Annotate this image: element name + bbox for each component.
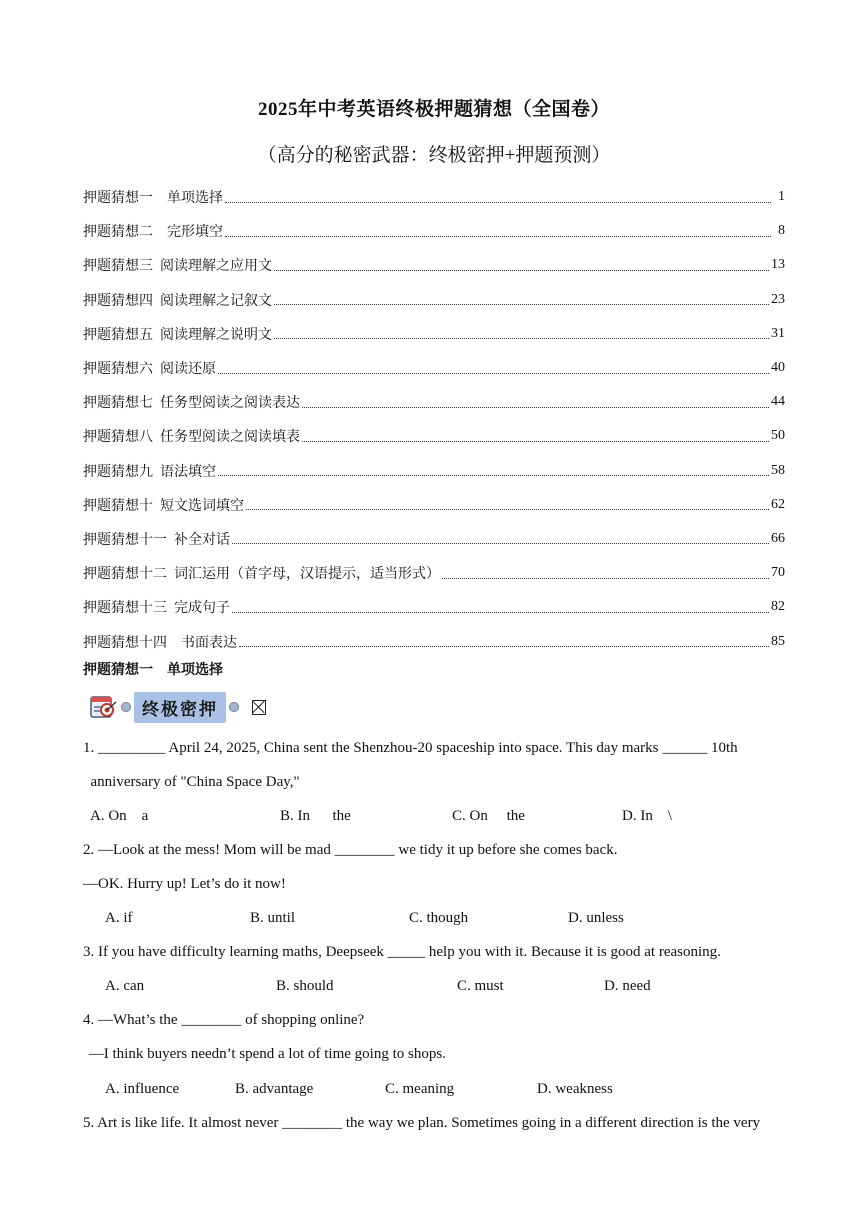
toc-leader — [225, 202, 771, 203]
toc-leader — [246, 509, 769, 510]
document-title: 2025年中考英语终极押题猜想（全国卷） — [257, 99, 610, 120]
option-b[interactable]: B. should — [276, 978, 334, 994]
toc-leader — [274, 304, 769, 305]
question-2-line-2: —OK. Hurry up! Let’s do it now! — [83, 876, 286, 892]
toc-entry[interactable] — [83, 214, 785, 248]
toc-leader — [218, 475, 769, 476]
toc-label: 押题猜想十三 完成句子 — [83, 601, 230, 617]
toc-label: 押题猜想四 阅读理解之记叙文 — [83, 293, 272, 309]
question-4-line-2: —I think buyers needn’t spend a lot of time going to shops. — [85, 1046, 446, 1062]
option-a[interactable]: A. can — [105, 978, 145, 994]
toc-page: 85 — [771, 633, 785, 649]
toc-leader — [232, 612, 769, 613]
toc-entry[interactable] — [83, 556, 785, 590]
question-3-line-1: 3. If you have difficulty learning maths, Deepseek _____ help you with it. Because it is good at reasoning. — [83, 944, 721, 960]
question-1-options — [90, 808, 790, 828]
toc-entry[interactable] — [83, 454, 785, 488]
option-a[interactable]: A. On a — [90, 808, 149, 824]
option-c[interactable]: C. meaning — [385, 1081, 455, 1097]
toc-page: 40 — [771, 360, 785, 376]
crossed-box-icon — [252, 700, 266, 715]
toc-label: 押题猜想十 短文选词填空 — [83, 498, 244, 514]
toc-label: 押题猜想六 阅读还原 — [83, 362, 216, 378]
toc-label: 押题猜想五 阅读理解之说明文 — [83, 327, 272, 343]
document-subtitle: （高分的秘密武器：终极密押+押题预测） — [257, 145, 611, 166]
section-banner — [90, 692, 266, 722]
toc-page: 31 — [771, 325, 785, 341]
question-2-line-1: 2. —Look at the mess! Mom will be mad ________ we tidy it up before she comes back. — [83, 842, 618, 858]
toc-entry[interactable] — [83, 385, 785, 419]
toc-label: 押题猜想九 语法填空 — [83, 464, 216, 480]
toc-entry[interactable] — [83, 488, 785, 522]
toc-leader — [218, 373, 769, 374]
question-4-line-1: 4. —What’s the ________ of shopping online? — [83, 1012, 365, 1028]
banner-dot-right — [229, 702, 239, 712]
option-b[interactable]: B. In the — [280, 808, 351, 824]
option-a[interactable]: A. influence — [105, 1081, 180, 1097]
toc-entry[interactable] — [83, 351, 785, 385]
target-icon — [90, 694, 118, 720]
toc-leader — [274, 338, 769, 339]
toc-leader — [239, 646, 769, 647]
toc-label: 押题猜想一 单项选择 — [83, 191, 223, 207]
toc-label: 押题猜想二 完形填空 — [83, 225, 223, 241]
question-3-options — [105, 978, 785, 998]
question-4-options — [105, 1081, 785, 1101]
toc-page: 58 — [771, 462, 785, 478]
option-d[interactable]: D. In \ — [622, 808, 672, 824]
toc-page: 82 — [771, 599, 785, 615]
toc-page: 50 — [771, 428, 785, 444]
toc-entry[interactable] — [83, 283, 785, 317]
option-c[interactable]: C. though — [409, 910, 469, 926]
toc-entry[interactable] — [83, 248, 785, 282]
toc-label: 押题猜想十二 词汇运用（首字母，汉语提示，适当形式） — [83, 567, 440, 583]
banner-dot-left — [121, 702, 131, 712]
option-b[interactable]: B. advantage — [235, 1081, 314, 1097]
toc-label: 押题猜想八 任务型阅读之阅读填表 — [83, 430, 300, 446]
toc-page: 44 — [771, 394, 785, 410]
toc-page: 70 — [771, 565, 785, 581]
question-1-line-2: anniversary of "China Space Day," — [83, 774, 300, 790]
toc-leader — [232, 543, 769, 544]
banner-label: 终极密押 — [134, 692, 226, 723]
option-d[interactable]: D. unless — [568, 910, 624, 926]
toc-page: 8 — [778, 223, 785, 239]
toc-label: 押题猜想七 任务型阅读之阅读表达 — [83, 396, 300, 412]
toc-page: 66 — [771, 530, 785, 546]
option-b[interactable]: B. until — [250, 910, 296, 926]
toc-page: 62 — [771, 496, 785, 512]
toc-leader — [302, 441, 769, 442]
toc-entry[interactable] — [83, 180, 785, 214]
toc-entry[interactable] — [83, 624, 785, 658]
toc-label: 押题猜想十一 补全对话 — [83, 532, 230, 548]
toc-entry[interactable] — [83, 419, 785, 453]
toc-entry[interactable] — [83, 522, 785, 556]
toc-leader — [302, 407, 769, 408]
option-c[interactable]: C. On the — [452, 808, 525, 824]
toc-page: 1 — [778, 189, 785, 205]
question-2-options — [105, 910, 785, 930]
option-a[interactable]: A. if — [105, 910, 133, 926]
table-of-contents — [83, 180, 785, 659]
question-5-line-1: 5. Art is like life. It almost never ________ the way we plan. Sometimes going in a different direction is the very — [83, 1115, 761, 1131]
toc-leader — [225, 236, 771, 237]
toc-label: 押题猜想三 阅读理解之应用文 — [83, 259, 272, 275]
toc-leader — [442, 578, 769, 579]
option-d[interactable]: D. weakness — [537, 1081, 613, 1097]
toc-leader — [274, 270, 769, 271]
toc-page: 13 — [771, 257, 785, 273]
toc-page: 23 — [771, 291, 785, 307]
option-d[interactable]: D. need — [604, 978, 651, 994]
section-heading: 押题猜想一 单项选择 — [83, 663, 223, 678]
toc-entry[interactable] — [83, 590, 785, 624]
option-c[interactable]: C. must — [457, 978, 504, 994]
question-1-line-1: 1. _________ April 24, 2025, China sent the Shenzhou-20 spaceship into space. This day marks ______ 10th — [83, 740, 738, 756]
toc-label: 押题猜想十四 书面表达 — [83, 635, 237, 651]
toc-entry[interactable] — [83, 317, 785, 351]
